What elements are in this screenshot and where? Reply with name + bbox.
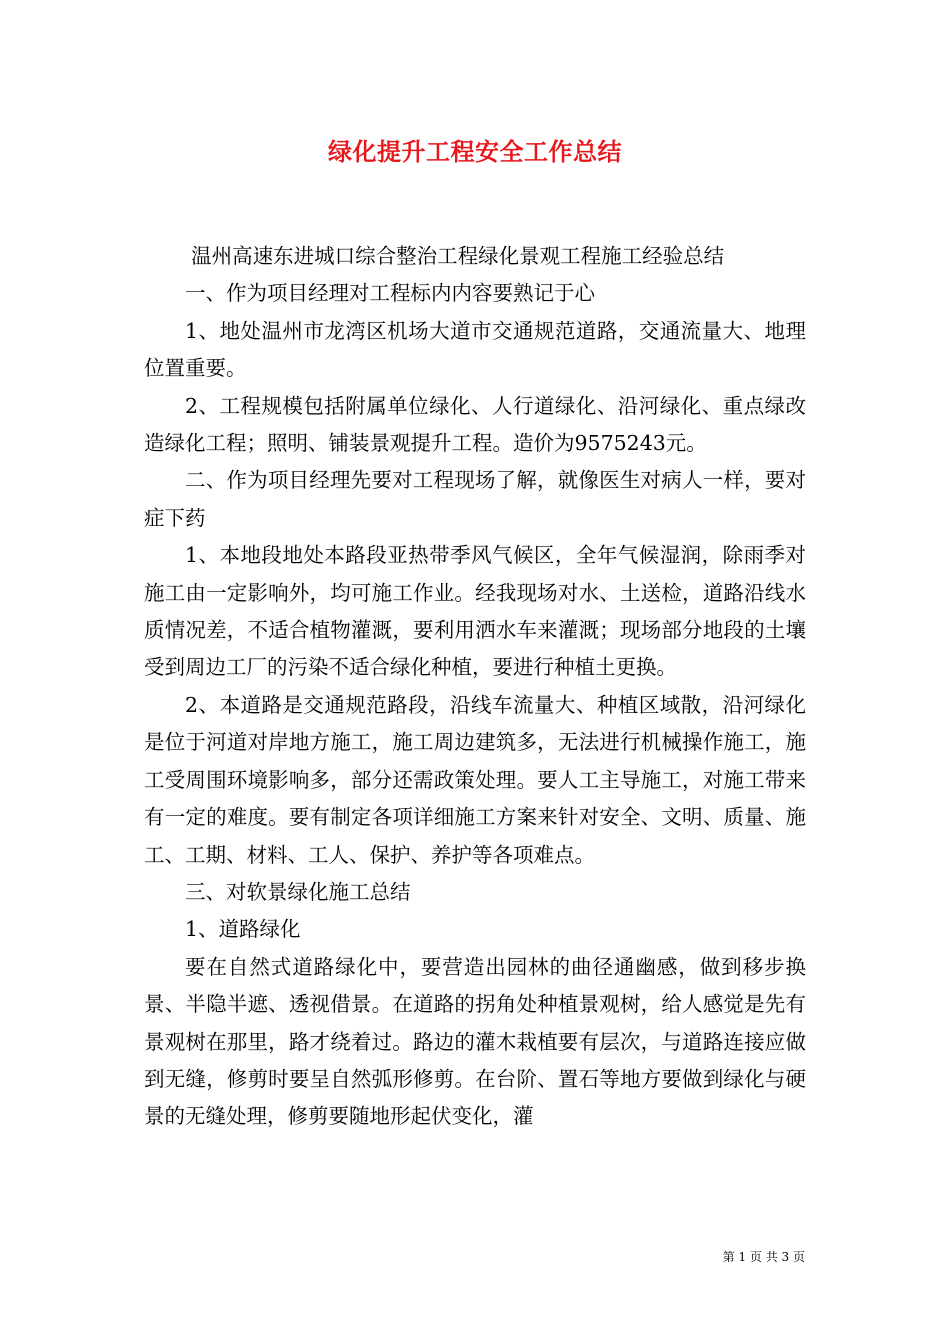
paragraph-section-2: 二、作为项目经理先要对工程现场了解，就像医生对病人一样，要对症下药 <box>144 468 806 530</box>
paragraph: 1、地处温州市龙湾区机场大道市交通规范道路，交通流量大、地理位置重要。 <box>144 318 806 381</box>
paragraph-subsection: 1、道路绿化 <box>185 917 301 942</box>
paragraph: 要在自然式道路绿化中，要营造出园林的曲径通幽感，做到移步换景、半隐半遮、透视借景。在道路的拐角处种植景观树，给人感觉是先有景观树在那里，路才绕着过。路边的灌木栽植要有层次，与道路连接应做到无缝，修剪时要呈自然弧形修剪。在台阶、置石等地方要做到绿化与硬景的无缝处理，修剪要随地形起伏变化，灌 <box>144 954 806 1129</box>
paragraph-section-1: 一、作为项目经理对工程标内内容要熟记于心 <box>185 281 595 306</box>
paragraph-section-3: 三、对软景绿化施工总结 <box>185 879 411 904</box>
paragraph-subtitle: 温州高速东进城口综合整治工程绿化景观工程施工经验总结 <box>191 244 725 268</box>
page-footer: 第 1 页 共 3 页 <box>722 1250 805 1264</box>
paragraph: 2、工程规模包括附属单位绿化、人行道绿化、沿河绿化、重点绿改造绿化工程；照明、铺装景观提升工程。造价为9575243元。 <box>144 393 806 456</box>
document-body <box>144 238 806 1136</box>
page-title: 绿化提升工程安全工作总结 <box>328 137 622 166</box>
paragraph: 1、本地段地处本路段亚热带季风气候区，全年气候湿润，除雨季对施工由一定影响外，均可施工作业。经我现场对水、土送检，道路沿线水质情况差，不适合植物灌溉，要利用洒水车来灌溉；现场部分地段的土壤受到周边工厂的污染不适合绿化种植，要进行种植土更换。 <box>144 543 806 680</box>
paragraph: 2、本道路是交通规范路段，沿线车流量大、种植区域散，沿河绿化是位于河道对岸地方施工，施工周边建筑多，无法进行机械操作施工，施工受周围环境影响多，部分还需政策处理。要人工主导施工，对施工带来有一定的难度。要有制定各项详细施工方案来针对安全、文明、质量、施工、工期、材料、工人、保护、养护等各项难点。 <box>144 692 806 867</box>
